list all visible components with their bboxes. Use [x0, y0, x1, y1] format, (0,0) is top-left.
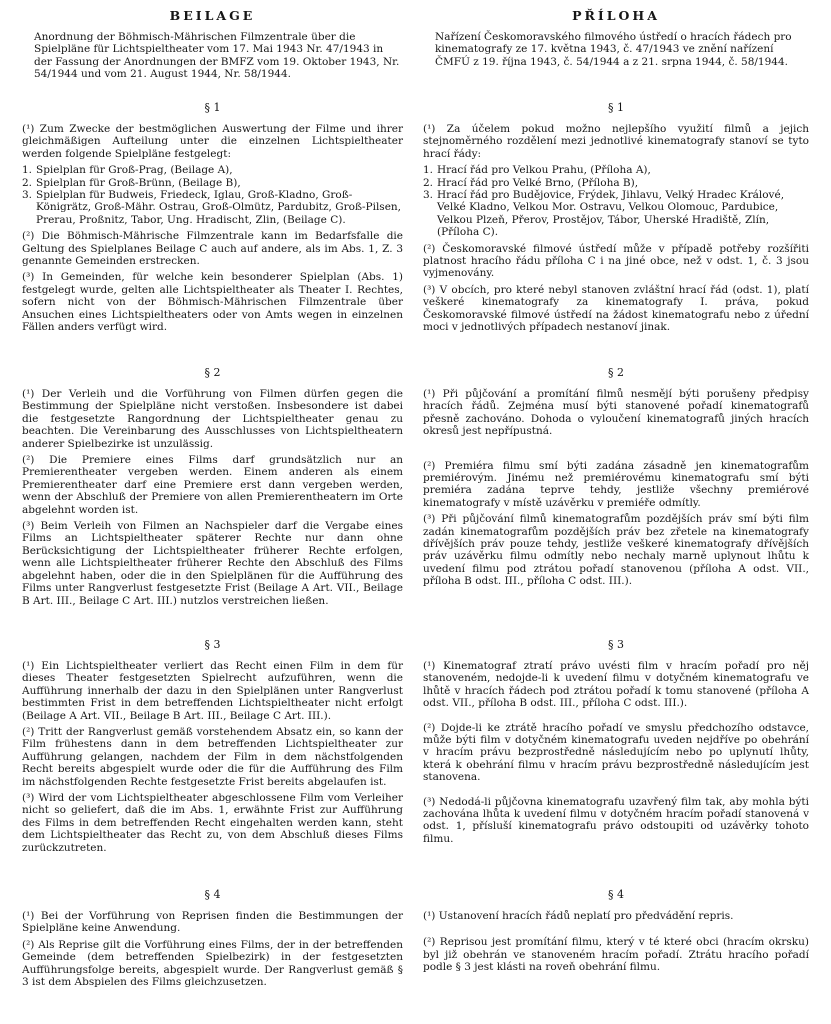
paragraph: (²) Českomoravské filmové ústředí může v případě potřeby rozšířiti platnost hracího řádu příloha C i na jiné obce, než v odst. 1, č. 3 jsou vyjmenovány. — [423, 242, 809, 280]
czech-section-2 — [423, 366, 809, 592]
list-item-text: Hrací řád pro Velké Brno, (Příloha B), — [437, 176, 639, 189]
german-heading: BEILAGE — [169, 8, 256, 23]
paragraph: (¹) Der Verleih und die Vorführung von Filmen dürfen gegen die Bestimmung der Spielpläne nicht verstoßen. Insbesondere ist dabei die festgesetzte Rangordnung der Lichtspieltheater genau zu beachten. Die Vereinbarung des Ausschlusses von Lichtspieltheatern anderer Spielbezirke ist unzulässig. — [22, 388, 403, 450]
list-item: 2. Spielplan für Groß-Brünn, (Beilage B), — [22, 176, 241, 189]
paragraph: (³) V obcích, pro které nebyl stanoven zvláštní hrací řád (odst. 1), platí veškeré kinematografy za kinematografy I. práva, pokud Českomoravské filmové ústředí na žádost kinematografu nebo z úřední moci v jednotlivých případech nestanoví jinak. — [423, 283, 809, 334]
list-item: 1. Spielplan für Groß-Prag, (Beilage A), — [22, 164, 233, 177]
czech-section-1 — [423, 101, 809, 338]
czech-column — [423, 6, 809, 974]
list-item: 2. Hrací řád pro Velké Brno, (Příloha B), — [423, 176, 639, 189]
paragraph: (²) Premiéra filmu smí býti zadána zásadně jen kinematografům premiérovým. Jinému než premiérovému kinematografu smí býti premiéra zadána teprve tehdy, jestliže všechny premiérové kinematografy v místě uzávěrku v premiéře odmítly. — [423, 459, 809, 509]
paragraph: (²) Dojde-li ke ztrátě hracího pořadí ve smyslu předchozího odstavce, může býti film v dotyčném kinematografu uveden nejdříve po obehrání v hracím právu bezprostředně následujícím nebo po uplynutí lhůty, která k obehrání filmu v hracím právu bezprostředně následujícím jest stanovena. — [423, 721, 809, 784]
german-section-3 — [22, 638, 403, 858]
list-item-text: Spielplan für Groß-Brünn, (Beilage B), — [36, 176, 241, 189]
section-title: § 4 — [608, 888, 624, 901]
czech-intro: Nařízení Českomoravského filmového ústředí o hracích řádech pro kinematografy ze 17. května 1943, č. 47/1943 ve znění nařízení ČMFÚ z 19. října 1943, č. 54/1944 a z 21. srpna 1944, č. 58/1944. — [435, 31, 792, 68]
german-section-4 — [22, 888, 403, 992]
list-item: 1. Hrací řád pro Velkou Prahu, (Příloha A), — [423, 164, 651, 177]
list-item-text: Spielplan für Groß-Prag, (Beilage A), — [36, 164, 233, 177]
paragraph: (²) Die Böhmisch-Mährische Filmzentrale kann im Bedarfsfalle die Geltung des Spielplanes Beilage C auch auf andere, als im Abs. 1, Z. 3 genannte Gemeinden erstrecken. — [22, 230, 403, 268]
paragraph: (¹) Za účelem pokud možno nejlepšího využití filmů a jejich stejnoměrného rozdělení mezi jednotlivé kinematografy stanoví se tyto hrací řády: — [423, 123, 809, 160]
german-section-1 — [22, 101, 403, 338]
paragraph: (³) Wird der vom Lichtspieltheater abgeschlossene Film vom Verleiher nicht so geliefert, daß die im Abs. 1, erwähnte Frist zur Aufführung des Films in dem betreffenden Recht eingehalten werden kann, steht dem Lichtspieltheater das Recht zu, von dem Abschluß dieses Films zurückzutreten. — [22, 792, 403, 854]
paragraph: (³) Nedodá-li půjčovna kinematografu uzavřený film tak, aby mohla býti zachována lhůta k uvedení filmu v dotyčném hracím pořadí stanovená v odst. 1, přísluší kinematografu právo odstoupiti od uzávěrky tohoto filmu. — [423, 795, 809, 845]
list-item-text: Hrací řád pro Velkou Prahu, (Příloha A), — [437, 164, 651, 177]
paragraph: (¹) Zum Zwecke der bestmöglichen Auswertung der Filme und ihrer gleichmäßigen Aufteilung unter die einzelnen Lichtspieltheater werden folgende Spielpläne festgelegt: — [22, 123, 403, 160]
paragraph: (¹) Ein Lichtspieltheater verliert das Recht einen Film in dem für dieses Theater festgesetzten Spielrecht aufzuführen, wenn die Aufführung innerhalb der dazu in den Spielplänen unter Rangverlust bestimmten Frist in dem betreffenden Lichtspieltheater nicht erfolgt (Beilage A Art. VII., Beilage B Art. III., Beilage C Art. III.). — [22, 660, 403, 722]
paragraph: (²) Tritt der Rangverlust gemäß vorstehendem Absatz ein, so kann der Film frühestens dann in dem betreffenden Lichtspieltheater zur Aufführung gelangen, nachdem der Film in dem nächstfolgenden Recht bereits abgespielt wurde oder die für die Aufführung des Film im nächstfolgenden Rechte festgesetzte Frist bereits abgelaufen ist. — [22, 726, 403, 788]
paragraph: (³) Beim Verleih von Filmen an Nachspieler darf die Vergabe eines Films an Lichtspieltheater späterer Rechte nur dann ohne Berücksichtigung der Lichtspieltheater früherer Rechte erfolgen, wenn alle Lichtspieltheater früherer Rechte den Abschluß des Films abgelehnt haben, oder die in den Spielplänen für die Aufführung des Films unter Rangverlust festgesetzte Frist (Beilage A Art. VII., Beilage B Art. III., Beilage C Art. III.) nutzlos verstreichen ließen. — [22, 520, 403, 607]
list-item-text: Hrací řád pro Budějovice, Frýdek, Jihlavu, Velký Hradec Králové, Velké Kladno, Velkou Mor. Ostravu, Velkou Olomouc, Pardubice, Velkou Plzeň, Přerov, Prostějov, Tábor, Uherské Hradiště, Zlín, (Příloha C). — [437, 189, 785, 239]
paragraph: (¹) Ustanovení hracích řádů neplatí pro předvádění repris. — [423, 910, 734, 922]
paragraph: (²) Die Premiere eines Films darf grundsätzlich nur an Premierentheater vergeben werden. Einem anderen als einem Premierentheater darf eine Premiere erst dann vergeben werden, wenn der Abschluß der Premiere von allen Premierentheatern im Orte abgelehnt worden ist. — [22, 454, 403, 516]
czech-heading: PŘÍLOHA — [572, 8, 660, 23]
czech-section-3 — [423, 638, 809, 849]
paragraph: (²) Als Reprise gilt die Vorführung eines Films, der in der betreffenden Gemeinde (dem betreffenden Spielbezirk) in der festgesetzten Aufführungsfolge bereits, abgespielt wurde. Der Rangverlust gemäß § 3 ist dem Abspielen des Films gleichzusetzen. — [22, 938, 403, 989]
german-column — [22, 6, 403, 989]
list-item: 3. Hrací řád pro Budějovice, Frýdek, Jihlavu, Velký Hradec Králové, Velké Kladno, Velkou Mor. Ostravu, Velkou Olomouc, Pardubice, Velkou Plzeň, Přerov, Prostějov, Tábor, Uherské Hradiště, Zlín, (Příloha C). — [423, 189, 785, 239]
german-section-2 — [22, 366, 403, 611]
paragraph: (¹) Kinematograf ztratí právo uvésti film v hracím pořadí pro něj stanoveném, nedojde-li k uvedení filmu v dotyčném kinematografu ve lhůtě v hracích řádech pod ztrátou pořadí k tomu stanovené (příloha A odst. VII., příloha B odst. III., příloha C odst. III.). — [423, 660, 809, 710]
section-title: § 2 — [608, 366, 624, 379]
section-title: § 2 — [204, 366, 221, 379]
section-title: § 3 — [608, 638, 624, 651]
list-item-text: Spielplan für Budweis, Friedeck, Iglau, Groß-Kladno, Groß-Königrätz, Groß-Mähr. Ostrau, Groß-Olmütz, Pardubitz, Groß-Pilsen, Prerau, Proßnitz, Tabor, Ung. Hradischt, Zlin, (Beilage C). — [36, 189, 402, 226]
section-title: § 1 — [204, 101, 221, 114]
paragraph: (³) Při půjčování filmů kinematografům pozdějších práv smí býti film zadán kinematografům pozdějších práv bez zřetele na kinematografy dřívějších práv pouze tehdy, jestliže veškeré kinematografy dřívějších práv uzávěrku filmu odmítly nebo nechaly marně uplynout lhůtu k uvedení filmu pod ztrátou pořadí stanovenou (příloha A odst. VII., příloha B odst. III., příloha C odst. III.). — [423, 513, 809, 588]
paragraph: (¹) Bei der Vorführung von Reprisen finden die Bestimmungen der Spielpläne keine Anwendung. — [22, 910, 403, 935]
paragraph: (²) Reprisou jest promítání filmu, který v té které obci (hracím okrsku) byl již obehrán ve stanoveném hracím pořadí. Ztrátu hracího pořadí podle § 3 jest klásti na roveň obehrání filmu. — [423, 936, 809, 974]
german-intro: Anordnung der Böhmisch-Mährischen Filmzentrale über die Spielpläne für Lichtspieltheater vom 17. Mai 1943 Nr. 47/1943 in der Fassung der Anordnungen der BMFZ vom 19. Oktober 1943, Nr. 54/1944 und vom 21. August 1944, Nr. 58/1944. — [34, 31, 400, 81]
czech-section-4 — [423, 888, 809, 978]
section-title: § 4 — [204, 888, 221, 901]
paragraph: (¹) Při půjčování a promítání filmů nesmějí býti porušeny předpisy hracích řádů. Zejména musí býti stanovené pořadí kinematografů přesně zachováno. Dohoda o vyloučení kinematografů jiných hracích okresů jest nepřípustná. — [423, 388, 809, 438]
list-item: 3. Spielplan für Budweis, Friedeck, Iglau, Groß-Kladno, Groß-Königrätz, Groß-Mähr. Ostrau, Groß-Olmütz, Pardubitz, Groß-Pilsen, Prerau, Proßnitz, Tabor, Ung. Hradischt, Zlin, (Beilage C). — [22, 189, 402, 226]
section-title: § 1 — [608, 101, 624, 114]
section-title: § 3 — [204, 638, 221, 651]
paragraph: (³) In Gemeinden, für welche kein besonderer Spielplan (Abs. 1) festgelegt wurde, gelten alle Lichtspieltheater als Theater I. Rechtes, sofern nicht von der Böhmisch-Mährischen Filmzentrale über Ansuchen eines Lichtspieltheaters oder von Amts wegen in einzelnen Fällen anders verfügt wird. — [22, 271, 403, 334]
